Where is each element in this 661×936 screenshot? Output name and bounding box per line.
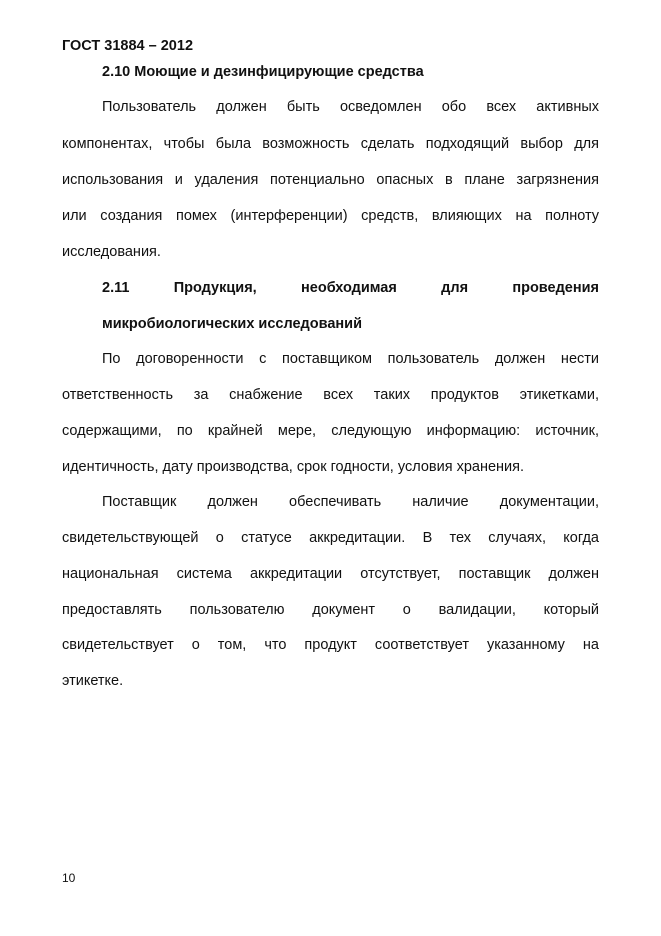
page-header: ГОСТ 31884 – 2012 [62, 38, 194, 54]
paragraph-line: содержащими, по крайней мере, следующую информацию: источник, [62, 423, 599, 439]
paragraph-line: этикетке. [62, 673, 124, 689]
paragraph-line: свидетельствует о том, что продукт соответствует указанному на [62, 637, 599, 653]
paragraph-line: или создания помех (интерференции) средств, влияющих на полноту [62, 208, 599, 224]
paragraph-line: предоставлять пользователю документ о валидации, который [62, 602, 599, 618]
section-2-10 [62, 64, 599, 264]
paragraph-line: По договоренности с поставщиком пользователь должен нести [102, 351, 599, 367]
section-heading: 2.10 Моющие и дезинфицирующие средства [102, 64, 424, 80]
section-2-11 [62, 280, 599, 700]
paragraph-line: Пользователь должен быть осведомлен обо всех активных [102, 99, 599, 115]
paragraph-line: национальная система аккредитации отсутствует, поставщик должен [62, 566, 599, 582]
paragraph-line: свидетельствующей о статусе аккредитации. В тех случаях, когда [62, 530, 599, 546]
paragraph-line: идентичность, дату производства, срок годности, условия хранения. [62, 459, 525, 475]
paragraph-line: Поставщик должен обеспечивать наличие документации, [102, 494, 599, 510]
page-number: 10 [62, 871, 76, 885]
paragraph-line: компонентах, чтобы была возможность сделать подходящий выбор для [62, 136, 599, 152]
section-heading-line: микробиологических исследований [102, 316, 362, 332]
paragraph-line: использования и удаления потенциально опасных в плане загрязнения [62, 172, 599, 188]
paragraph-line: ответственность за снабжение всех таких продуктов этикетками, [62, 387, 599, 403]
paragraph-line: исследования. [62, 244, 161, 260]
section-heading-line: 2.11 Продукция, необходимая для проведения [102, 280, 599, 296]
